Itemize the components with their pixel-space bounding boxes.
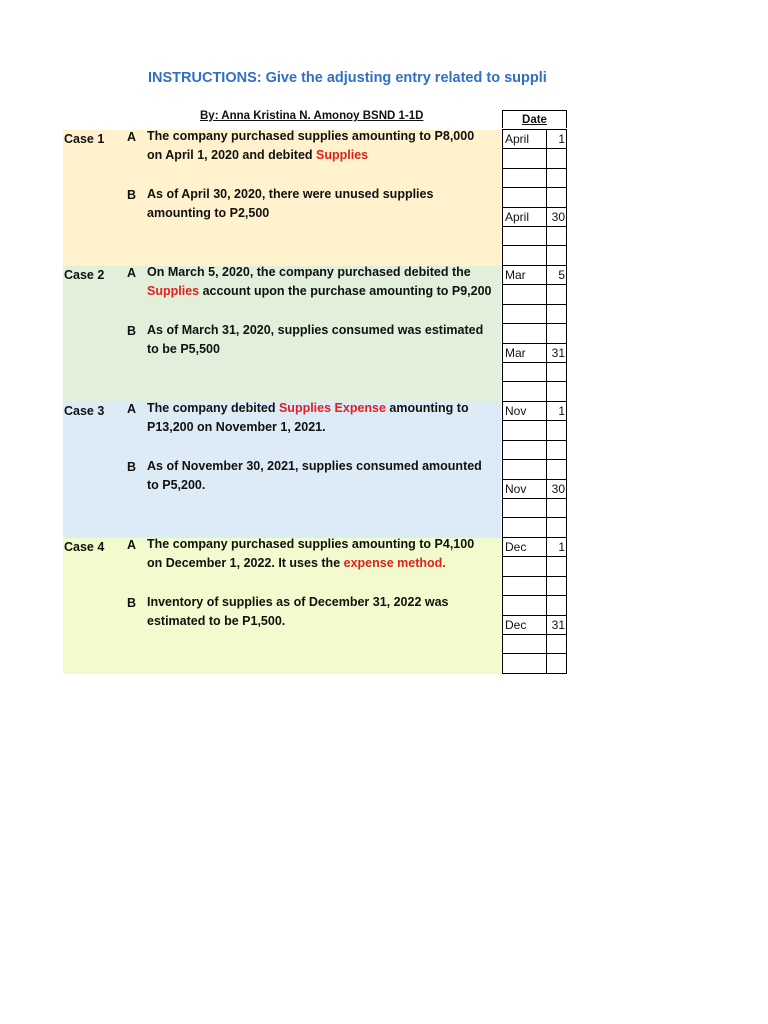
date-day: 30 xyxy=(547,208,567,227)
date-day xyxy=(547,518,567,537)
date-month: Nov xyxy=(503,402,547,421)
date-month: Dec xyxy=(503,616,547,635)
date-month xyxy=(503,285,547,304)
date-month xyxy=(503,305,547,324)
case-2-a-text xyxy=(147,263,492,301)
case-4-label: Case 4 xyxy=(64,540,105,554)
date-day xyxy=(547,460,567,479)
case-3-b-letter: B xyxy=(127,460,137,474)
case-3-a-letter: A xyxy=(127,402,137,416)
case-4-b-text: Inventory of supplies as of December 31, 2022 was estimated to be P1,500. xyxy=(147,595,449,628)
case-4-a-letter: A xyxy=(127,538,137,552)
date-row xyxy=(503,421,567,440)
date-row xyxy=(503,499,567,518)
date-row xyxy=(503,441,567,460)
date-row xyxy=(503,616,567,635)
date-row xyxy=(503,480,567,499)
date-row xyxy=(503,518,567,537)
date-day xyxy=(547,421,567,440)
date-day: 31 xyxy=(547,616,567,635)
case-2-label: Case 2 xyxy=(64,268,105,282)
case-3-date-grid xyxy=(502,401,567,538)
case-1-a-pre: The company purchased supplies amounting to P8,000 on April 1, 2020 and debited xyxy=(147,129,475,162)
date-month xyxy=(503,363,547,382)
case-3-a-text xyxy=(147,399,492,437)
case-3-a-post: amounting to P13,200 on November 1, 2021. xyxy=(147,401,469,434)
date-month xyxy=(503,382,547,401)
date-day xyxy=(547,499,567,518)
date-row xyxy=(503,460,567,479)
case-1-a-letter: A xyxy=(127,130,137,144)
date-day: 30 xyxy=(547,480,567,499)
date-month xyxy=(503,499,547,518)
date-row xyxy=(503,402,567,421)
date-month: Dec xyxy=(503,538,547,557)
date-month xyxy=(503,324,547,343)
date-day xyxy=(547,285,567,304)
date-row xyxy=(503,246,567,265)
date-day xyxy=(547,441,567,460)
case-2-a-post: account upon the purchase amounting to P9,200 xyxy=(199,284,492,298)
date-row xyxy=(503,344,567,363)
case-4-a-text xyxy=(147,535,492,573)
date-month xyxy=(503,149,547,168)
date-row xyxy=(503,149,567,168)
case-3-b-text: As of November 30, 2021, supplies consumed amounted to P5,200. xyxy=(147,459,482,492)
case-4-date-grid xyxy=(502,537,567,674)
case-2-a-letter: A xyxy=(127,266,137,280)
date-day xyxy=(547,596,567,615)
date-month xyxy=(503,518,547,537)
case-4-b-letter: B xyxy=(127,596,137,610)
date-month: April xyxy=(503,130,547,149)
date-day xyxy=(547,149,567,168)
date-row xyxy=(503,596,567,615)
case-1-label: Case 1 xyxy=(64,132,105,146)
date-row xyxy=(503,324,567,343)
date-row xyxy=(503,538,567,557)
date-month xyxy=(503,596,547,615)
date-row xyxy=(503,188,567,207)
date-month xyxy=(503,460,547,479)
date-day xyxy=(547,654,567,673)
instructions-title: INSTRUCTIONS: Give the adjusting entry related to suppli xyxy=(148,70,547,86)
date-day: 31 xyxy=(547,344,567,363)
date-month xyxy=(503,635,547,654)
case-3-a-pre: The company debited xyxy=(147,401,279,415)
date-month: Mar xyxy=(503,344,547,363)
case-3-label: Case 3 xyxy=(64,404,105,418)
date-row xyxy=(503,382,567,401)
date-header-label: Date xyxy=(522,114,547,126)
date-day xyxy=(547,363,567,382)
date-day xyxy=(547,324,567,343)
date-day xyxy=(547,227,567,246)
case-4-a-highlight: expense method. xyxy=(343,556,446,570)
date-row xyxy=(503,363,567,382)
date-day xyxy=(547,169,567,188)
date-day xyxy=(547,557,567,576)
case-2-b-letter: B xyxy=(127,324,137,338)
date-row xyxy=(503,557,567,576)
date-row xyxy=(503,208,567,227)
date-month xyxy=(503,227,547,246)
date-row xyxy=(503,130,567,149)
date-month: Mar xyxy=(503,266,547,285)
date-row xyxy=(503,266,567,285)
date-day xyxy=(547,577,567,596)
date-day xyxy=(547,188,567,207)
date-day xyxy=(547,382,567,401)
date-day: 1 xyxy=(547,538,567,557)
case-1-a-highlight: Supplies xyxy=(316,148,369,162)
date-day: 5 xyxy=(547,266,567,285)
date-month xyxy=(503,169,547,188)
case-3-a-highlight: Supplies Expense xyxy=(278,401,386,415)
case-1-date-grid xyxy=(502,129,567,266)
case-2-a-highlight: Supplies xyxy=(147,284,200,298)
case-4-a-pre: The company purchased supplies amounting to P4,100 on December 1, 2022. It uses the xyxy=(147,537,475,570)
date-day xyxy=(547,305,567,324)
case-1-b-text: As of April 30, 2020, there were unused supplies amounting to P2,500 xyxy=(147,187,434,220)
date-day xyxy=(547,635,567,654)
date-month xyxy=(503,421,547,440)
date-month xyxy=(503,577,547,596)
date-month xyxy=(503,441,547,460)
date-day: 1 xyxy=(547,130,567,149)
case-1-b-letter: B xyxy=(127,188,137,202)
date-day: 1 xyxy=(547,402,567,421)
date-row xyxy=(503,227,567,246)
date-column-header xyxy=(502,110,567,128)
date-month xyxy=(503,557,547,576)
date-row xyxy=(503,169,567,188)
date-day xyxy=(547,246,567,265)
date-month xyxy=(503,188,547,207)
date-row xyxy=(503,305,567,324)
case-1-a-text xyxy=(147,127,492,165)
case-2-b-text: As of March 31, 2020, supplies consumed was estimated to be P5,500 xyxy=(147,323,484,356)
date-month: Nov xyxy=(503,480,547,499)
date-row xyxy=(503,285,567,304)
case-2-a-pre: On March 5, 2020, the company purchased debited the xyxy=(147,265,471,279)
date-row xyxy=(503,635,567,654)
date-month xyxy=(503,654,547,673)
author-byline: By: Anna Kristina N. Amonoy BSND 1-1D xyxy=(200,110,424,122)
case-2-date-grid xyxy=(502,265,567,402)
date-row xyxy=(503,577,567,596)
date-row xyxy=(503,654,567,673)
date-month xyxy=(503,246,547,265)
date-month: April xyxy=(503,208,547,227)
